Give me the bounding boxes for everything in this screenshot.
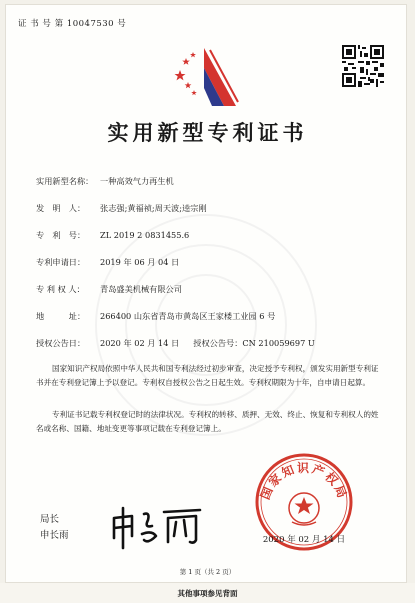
- field-value: 2019 年 06 月 04 日: [100, 257, 180, 267]
- field-value: 一种高效气力再生机: [100, 176, 174, 186]
- director-signature-icon: [108, 504, 204, 550]
- patent-office-emblem-icon: [166, 44, 242, 110]
- field-row-grant: [36, 338, 315, 349]
- seal-date: 2020 年 02 月 14 日: [262, 535, 346, 545]
- back-notice: 其他事项参见背面: [177, 589, 238, 598]
- field-label: 专 利 号：: [36, 230, 86, 240]
- field-row-patentee: [36, 284, 182, 295]
- page-number: 第 1 页（共 2 页）: [179, 568, 236, 576]
- certificate-title: 实用新型专利证书: [107, 120, 308, 145]
- field-label: 实用新型名称：: [36, 176, 94, 186]
- certificate-number-value: 10047530: [66, 19, 115, 29]
- certificate-number-suffix: 号: [117, 19, 127, 29]
- field-row-inventors: [36, 203, 207, 214]
- certificate-number-label: 证 书 号 第: [18, 19, 64, 29]
- grant-date-value: 2020 年 02 月 14 日: [100, 338, 180, 348]
- director-name: 申长雨: [40, 530, 69, 541]
- field-label: 发 明 人：: [36, 203, 86, 213]
- field-value: ZL 2019 2 0831455.6: [100, 230, 190, 240]
- field-value: 青岛盛美机械有限公司: [100, 284, 182, 294]
- registration-statement-paragraph: 专利证书记载专利权登记时的法律状况。专利权的转移、质押、无效、终止、恢复和专利权人的姓名或名称、国籍、地址变更等事项记载在专利登记簿上。: [36, 410, 379, 433]
- field-row-address: [36, 311, 275, 322]
- publication-number-value: CN 210059697 U: [242, 338, 315, 348]
- field-row-patent-number: [36, 230, 189, 241]
- field-label: 专 利 权 人：: [36, 284, 85, 294]
- certificate-number: [18, 17, 126, 29]
- qr-code-icon: [342, 45, 384, 87]
- grant-statement-paragraph: 国家知识产权局依照中华人民共和国专利法经过初步审查，决定授予专利权，颁发实用新型专利证书并在专利登记簿上予以登记。专利权自授权公告之日起生效。专利权期限为十年，自申请日起算。: [36, 364, 379, 387]
- seal-text: 国家知识产权局: [257, 461, 351, 502]
- field-row-utility-model-name: [36, 176, 174, 187]
- publication-number-label: 授权公告号：: [193, 338, 243, 348]
- field-label: 专利申请日：: [36, 257, 86, 267]
- field-value: 266400 山东省青岛市黄岛区王家楼工业园 6 号: [100, 311, 276, 321]
- field-row-application-date: [36, 257, 179, 268]
- field-label: 地 址：: [36, 311, 86, 321]
- field-value: 张志强;黄福祯;周天波;逵宗刚: [100, 203, 207, 213]
- grant-date-label: 授权公告日：: [36, 338, 86, 348]
- director-title: 局长: [40, 514, 60, 525]
